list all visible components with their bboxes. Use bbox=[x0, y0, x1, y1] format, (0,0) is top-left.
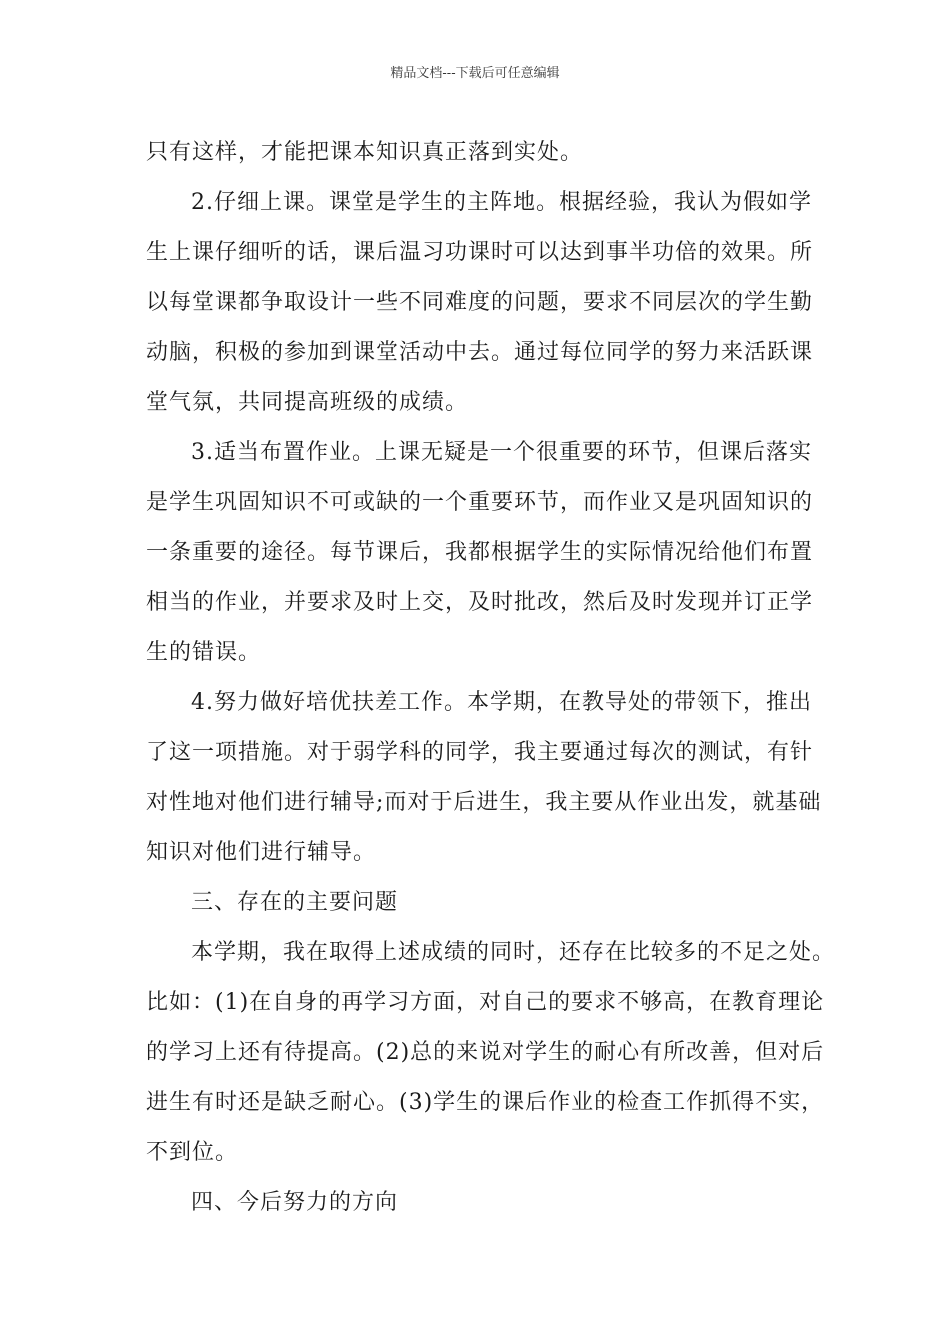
page-header: 精品文档---下载后可任意编辑 bbox=[390, 66, 560, 81]
text-line: 只有这样，才能把课本知识真正落到实处。 bbox=[146, 140, 584, 165]
text-line: 进生有时还是缺乏耐心。(3)学生的课后作业的检查工作抓得不实， bbox=[146, 1090, 825, 1115]
text-line: 一条重要的途径。每节课后，我都根据学生的实际情况给他们布置 bbox=[146, 540, 814, 565]
text-line: 是学生巩固知识不可或缺的一个重要环节，而作业又是巩固知识的 bbox=[146, 490, 814, 515]
paragraph-item-2-start: 2.仔细上课。课堂是学生的主阵地。根据经验，我认为假如学 bbox=[191, 190, 812, 215]
text-line: 生上课仔细听的话，课后温习功课时可以达到事半功倍的效果。所 bbox=[146, 240, 814, 265]
text-line: 对性地对他们进行辅导;而对于后进生，我主要从作业出发，就基础 bbox=[146, 790, 822, 815]
section-heading-3: 三、存在的主要问题 bbox=[191, 890, 399, 915]
text-line: 以每堂课都争取设计一些不同难度的问题，要求不同层次的学生勤 bbox=[146, 290, 814, 315]
section-heading-4: 四、今后努力的方向 bbox=[191, 1190, 399, 1215]
paragraph-item-4-start: 4.努力做好培优扶差工作。本学期，在教导处的带领下，推出 bbox=[191, 690, 812, 715]
text-line: 动脑，积极的参加到课堂活动中去。通过每位同学的努力来活跃课 bbox=[146, 340, 814, 365]
text-line: 生的错误。 bbox=[146, 640, 262, 665]
document-body bbox=[146, 128, 836, 1228]
text-line: 了这一项措施。对于弱学科的同学，我主要通过每次的测试，有针 bbox=[146, 740, 814, 765]
paragraph-item-3-start: 3.适当布置作业。上课无疑是一个很重要的环节，但课后落实 bbox=[191, 440, 812, 465]
text-line: 堂气氛，共同提高班级的成绩。 bbox=[146, 390, 469, 415]
text-line: 的学习上还有待提高。(2)总的来说对学生的耐心有所改善，但对后 bbox=[146, 1040, 825, 1065]
text-line: 知识对他们进行辅导。 bbox=[146, 840, 377, 865]
text-line: 相当的作业，并要求及时上交，及时批改，然后及时发现并订正学 bbox=[146, 590, 814, 615]
text-line: 比如：(1)在自身的再学习方面，对自己的要求不够高，在教育理论 bbox=[146, 990, 825, 1015]
text-line: 不到位。 bbox=[146, 1140, 239, 1165]
paragraph-problems-start: 本学期，我在取得上述成绩的同时，还存在比较多的不足之处。 bbox=[191, 940, 836, 965]
